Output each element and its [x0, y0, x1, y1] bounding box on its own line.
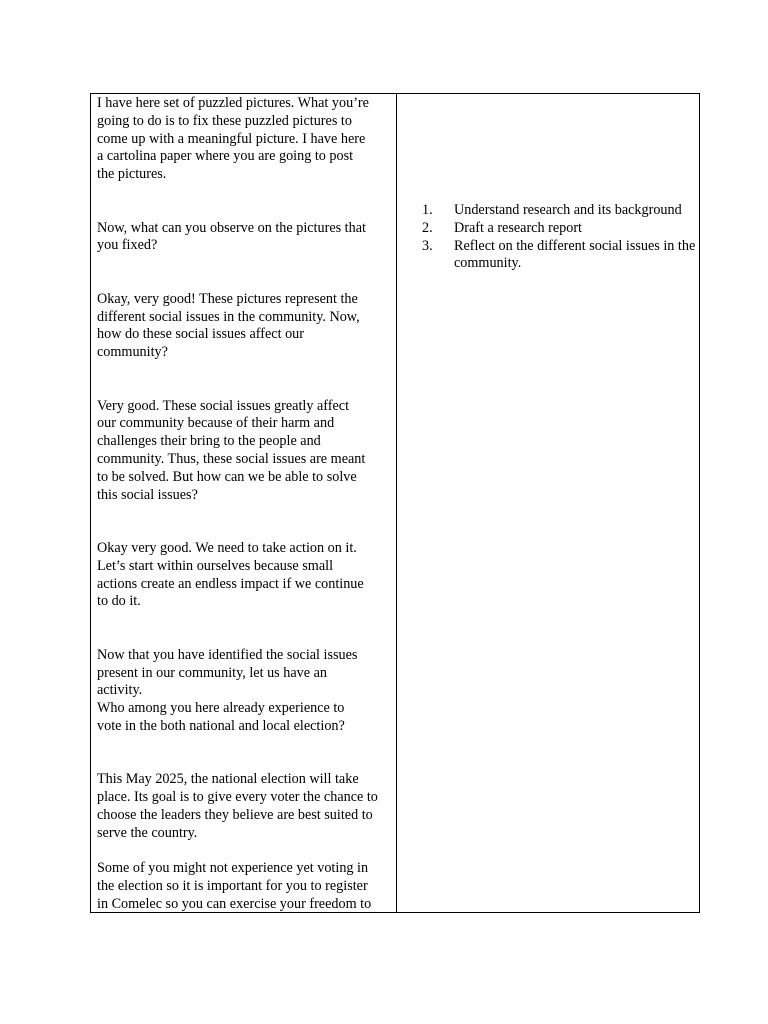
objective-number: 1. — [422, 202, 433, 218]
paragraph-take-action: Okay very good. We need to take action on it. Let’s start within ourselves because small actions create an endless impact if we continue to do it. — [97, 539, 364, 610]
paragraph-national-election: This May 2025, the national election will take place. Its goal is to give every voter the chance to choose the leaders they believe are best suited to serve the country. — [97, 771, 378, 841]
objective-text: Understand research and its background — [454, 202, 682, 218]
objective-item — [422, 220, 702, 238]
objective-number: 2. — [422, 219, 433, 236]
teacher-activity-cell — [91, 94, 397, 912]
objective-item — [422, 202, 702, 220]
paragraph-observe-question: Now, what can you observe on the pictures that you fixed? — [97, 219, 366, 254]
objective-text: Reflect on the different social issues in the community. — [454, 237, 696, 272]
objective-text: Draft a research report — [454, 219, 582, 236]
objective-item — [422, 238, 702, 274]
paragraph-social-issues-intro: Okay, very good! These pictures represent the different social issues in the community. Now, how do these social issues affect our community? — [97, 290, 360, 361]
paragraph-activity-intro: Now that you have identified the social issues present in our community, let us have an activity. Who among you here already experience to vote in the both national and local election? — [97, 646, 358, 734]
paragraph-puzzle-instructions: I have here set of puzzled pictures. What you’re going to do is to fix these puzzled pictures to come up with a meaningful picture. I have here a cartolina paper where you are going to post the pictures. — [97, 95, 369, 183]
objective-number: 3. — [422, 237, 433, 254]
paragraph-social-issues-effect: Very good. These social issues greatly affect our community because of their harm and challenges their bring to the people and community. Thus, these social issues are meant to be solved. But how can we be able to solve this social issues? — [97, 397, 366, 503]
paragraph-comelec-registration: Some of you might not experience yet voting in the election so it is important for you to register in Comelec so you can exercise your freedom to — [97, 860, 372, 912]
lesson-table — [90, 93, 700, 913]
objectives-cell — [397, 94, 699, 912]
objectives-list — [422, 202, 702, 273]
